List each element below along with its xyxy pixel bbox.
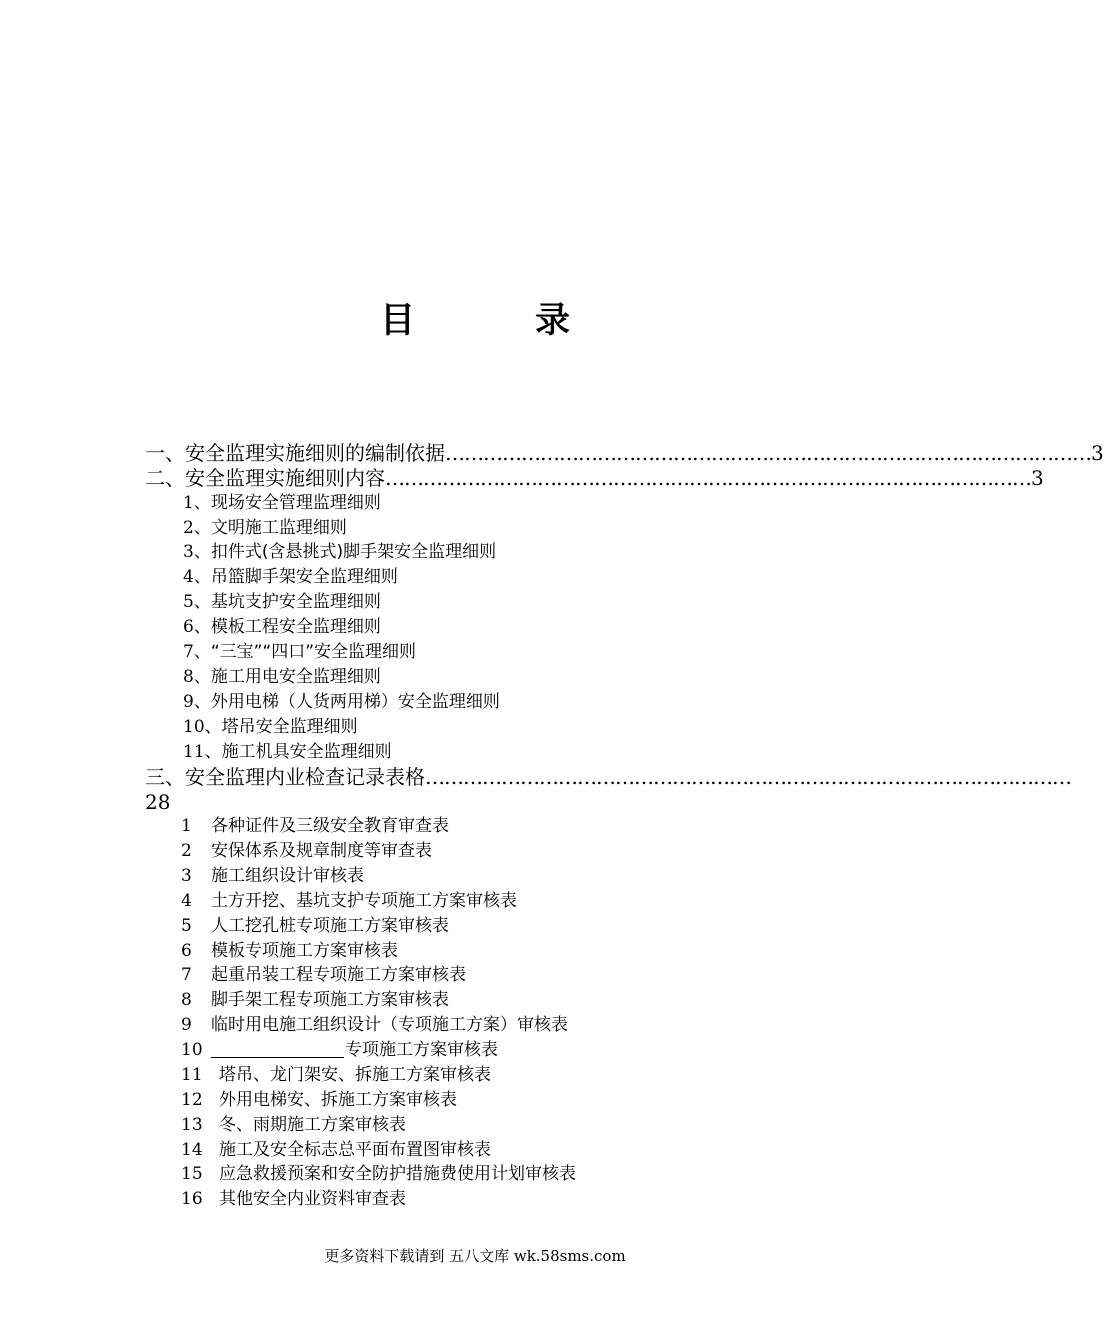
- form-item[interactable]: 6 模板专项施工方案审核表: [181, 941, 398, 961]
- form-item[interactable]: 14 施工及安全标志总平面布置图审核表: [181, 1140, 491, 1160]
- toc-item[interactable]: 5、基坑支护安全监理细则: [183, 592, 381, 612]
- toc-section-2[interactable]: [145, 465, 1044, 491]
- leader-dots: …………………………………………………………………………………………: [425, 765, 1071, 789]
- form-item[interactable]: 10 专项施工方案审核表: [181, 1040, 498, 1060]
- leader-dots: …………………………………………………………………………………………: [445, 441, 1091, 465]
- toc-item[interactable]: 6、模板工程安全监理细则: [183, 617, 381, 637]
- form-item[interactable]: 5 人工挖孔桩专项施工方案审核表: [181, 916, 449, 936]
- toc-section-1[interactable]: [145, 440, 1104, 466]
- toc-section-label: 一、安全监理实施细则的编制依据: [145, 441, 445, 465]
- form-item[interactable]: 11 塔吊、龙门架安、拆施工方案审核表: [181, 1065, 491, 1085]
- toc-item[interactable]: 8、施工用电安全监理细则: [183, 667, 381, 687]
- form-item[interactable]: 16 其他安全内业资料审查表: [181, 1189, 406, 1209]
- toc-item[interactable]: 10、塔吊安全监理细则: [183, 717, 358, 737]
- form-item[interactable]: 15 应急救援预案和安全防护措施费使用计划审核表: [181, 1164, 576, 1184]
- toc-item[interactable]: 1、现场安全管理监理细则: [183, 493, 381, 513]
- title-char-1: 目: [379, 301, 415, 341]
- toc-section-label: 三、安全监理内业检查记录表格: [145, 765, 425, 789]
- toc-item[interactable]: 2、文明施工监理细则: [183, 518, 347, 538]
- form-item[interactable]: 9 临时用电施工组织设计（专项施工方案）审核表: [181, 1015, 568, 1035]
- form-item[interactable]: 13 冬、雨期施工方案审核表: [181, 1115, 406, 1135]
- toc-item[interactable]: 7、“三宝”“四口”安全监理细则: [183, 642, 417, 662]
- title-char-2: 录: [535, 301, 571, 341]
- leader-dots: …………………………………………………………………………………………: [385, 466, 1031, 490]
- form-item[interactable]: 4 土方开挖、基坑支护专项施工方案审核表: [181, 891, 517, 911]
- toc-item[interactable]: 11、施工机具安全监理细则: [183, 742, 392, 762]
- toc-item[interactable]: 4、吊篮脚手架安全监理细则: [183, 567, 398, 587]
- form-item[interactable]: 7 起重吊装工程专项施工方案审核表: [181, 965, 466, 985]
- page-title: [0, 296, 950, 346]
- toc-item[interactable]: 3、扣件式(含悬挑式)脚手架安全监理细则: [183, 542, 497, 562]
- form-item[interactable]: 1 各种证件及三级安全教育审查表: [181, 816, 449, 836]
- toc-page-number: 3: [1031, 466, 1044, 490]
- footer-link[interactable]: 更多资料下载请到 五八文库 wk.58sms.com: [324, 1247, 626, 1265]
- blank-underline: [211, 1038, 344, 1058]
- form-item[interactable]: 2 安保体系及规章制度等审查表: [181, 841, 432, 861]
- toc-page-number: 3: [1091, 441, 1104, 465]
- form-item[interactable]: 3 施工组织设计审核表: [181, 866, 364, 886]
- toc-section-label: 二、安全监理实施细则内容: [145, 466, 385, 490]
- form-item[interactable]: 8 脚手架工程专项施工方案审核表: [181, 990, 449, 1010]
- toc-section-3[interactable]: [145, 764, 1071, 790]
- toc-page-number: 28: [145, 790, 171, 814]
- toc-item[interactable]: 9、外用电梯（人货两用梯）安全监理细则: [183, 692, 500, 712]
- form-item[interactable]: 12 外用电梯安、拆施工方案审核表: [181, 1090, 457, 1110]
